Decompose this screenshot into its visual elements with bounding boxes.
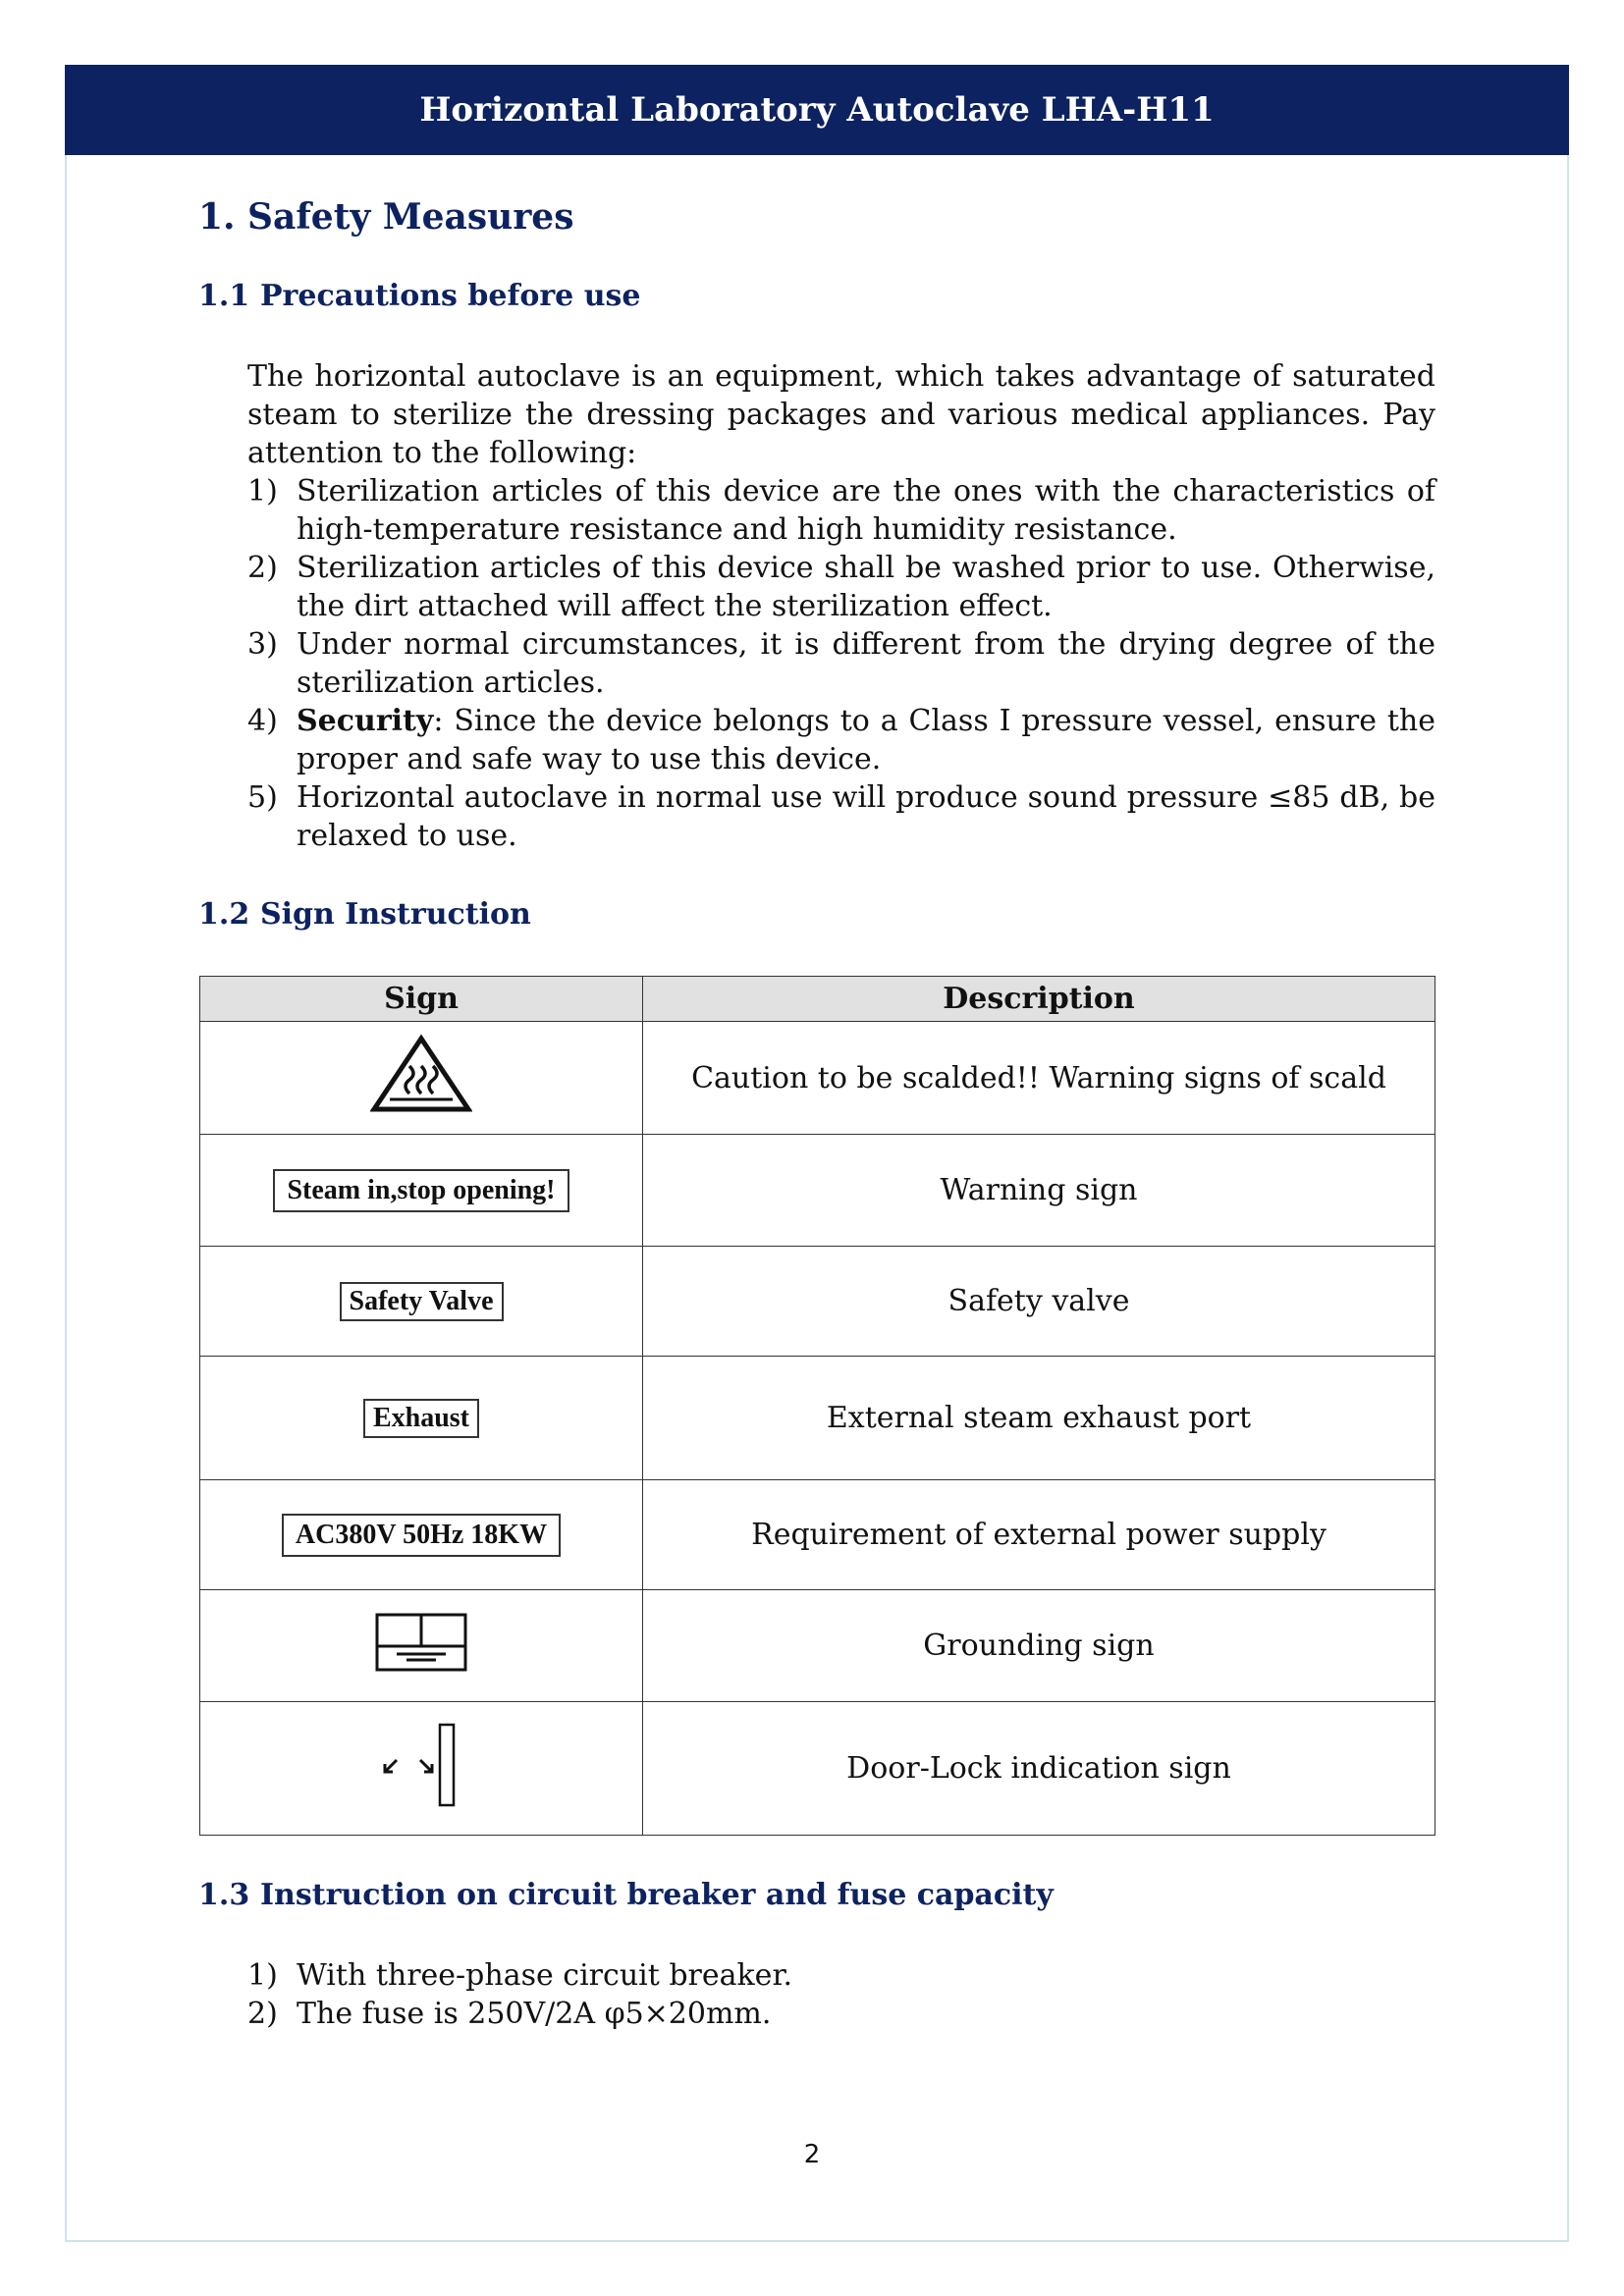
description-cell: Caution to be scalded!! Warning signs of scald bbox=[643, 1022, 1435, 1135]
sign-cell bbox=[200, 1357, 643, 1480]
table-header-row bbox=[200, 977, 1435, 1022]
sign-cell bbox=[200, 1590, 643, 1702]
column-header-description: Description bbox=[643, 977, 1435, 1022]
section-title: Safety Measures bbox=[247, 196, 574, 238]
sign-cell bbox=[200, 1135, 643, 1247]
subsection-heading-sign-instruction bbox=[198, 897, 531, 932]
list-item: 3) Under normal circumstances, it is different from the drying degree of the sterilization articles. bbox=[247, 627, 1435, 700]
description-cell: Grounding sign bbox=[643, 1590, 1435, 1702]
sign-cell bbox=[200, 1247, 643, 1357]
sign-label-power: AC380V 50Hz 18KW bbox=[282, 1514, 561, 1557]
precautions-list bbox=[247, 472, 1435, 855]
list-item: 2) Sterilization articles of this device shall be washed prior to use. Otherwise, the dirt attached will affect the sterilization effect. bbox=[247, 551, 1435, 623]
list-item: 1) With three-phase circuit breaker. bbox=[247, 1958, 793, 1993]
column-header-sign: Sign bbox=[200, 977, 643, 1022]
sign-label-safety-valve: Safety Valve bbox=[340, 1282, 504, 1321]
scald-warning-triangle-icon bbox=[370, 1035, 472, 1113]
description-cell: Safety valve bbox=[643, 1247, 1435, 1357]
subsection-number: 1.1 bbox=[198, 279, 250, 313]
sign-label-steam-in: Steam in,stop opening! bbox=[273, 1169, 568, 1212]
description-cell: Warning sign bbox=[643, 1135, 1435, 1247]
section-number: 1. bbox=[198, 196, 236, 238]
subsection-heading-circuit-breaker bbox=[198, 1878, 1054, 1912]
sign-label-exhaust: Exhaust bbox=[363, 1399, 479, 1438]
sign-cell bbox=[200, 1022, 643, 1135]
precautions-intro-paragraph: The horizontal autoclave is an equipment, which takes advantage of saturated steam to sterilize the dressing packages and various medical appliances. Pay attention to the following: bbox=[247, 359, 1435, 470]
subsection-title: Precautions before use bbox=[260, 279, 641, 313]
list-item: 1) Sterilization articles of this device are the ones with the characteristics of high-temperature resistance and high humidity resistance. bbox=[247, 474, 1435, 547]
list-item: 4) Security: Since the device belongs to a Class I pressure vessel, ensure the proper and safe way to use this device. bbox=[247, 704, 1435, 776]
document-title-banner bbox=[65, 65, 1569, 155]
description-cell: Requirement of external power supply bbox=[643, 1480, 1435, 1590]
description-cell: Door-Lock indication sign bbox=[643, 1702, 1435, 1836]
subsection-title: Instruction on circuit breaker and fuse capacity bbox=[260, 1878, 1054, 1912]
subsection-number: 1.2 bbox=[198, 897, 250, 932]
table-row bbox=[200, 1590, 1435, 1702]
circuit-breaker-list bbox=[247, 1956, 1435, 2033]
list-item: 5) Horizontal autoclave in normal use will produce sound pressure ≤85 dB, be relaxed to use. bbox=[247, 780, 1435, 853]
grounding-icon bbox=[375, 1613, 467, 1672]
table-row bbox=[200, 1022, 1435, 1135]
door-lock-icon bbox=[377, 1721, 465, 1809]
table-row bbox=[200, 1480, 1435, 1590]
subsection-heading-precautions bbox=[198, 279, 640, 313]
subsection-title: Sign Instruction bbox=[260, 897, 531, 932]
list-item: 2) The fuse is 250V/2A φ5×20mm. bbox=[247, 1997, 772, 2031]
table-row bbox=[200, 1135, 1435, 1247]
page-number: 2 bbox=[803, 2140, 821, 2169]
table-row bbox=[200, 1247, 1435, 1357]
table-row bbox=[200, 1702, 1435, 1836]
document-title: Horizontal Laboratory Autoclave LHA-H11 bbox=[419, 90, 1215, 130]
sign-cell bbox=[200, 1702, 643, 1836]
subsection-number: 1.3 bbox=[198, 1878, 250, 1912]
section-heading-safety-measures bbox=[198, 196, 573, 238]
description-cell: External steam exhaust port bbox=[643, 1357, 1435, 1480]
table-row bbox=[200, 1357, 1435, 1480]
sign-cell bbox=[200, 1480, 643, 1590]
security-label: Security bbox=[297, 704, 434, 738]
sign-instruction-table bbox=[199, 976, 1435, 1836]
